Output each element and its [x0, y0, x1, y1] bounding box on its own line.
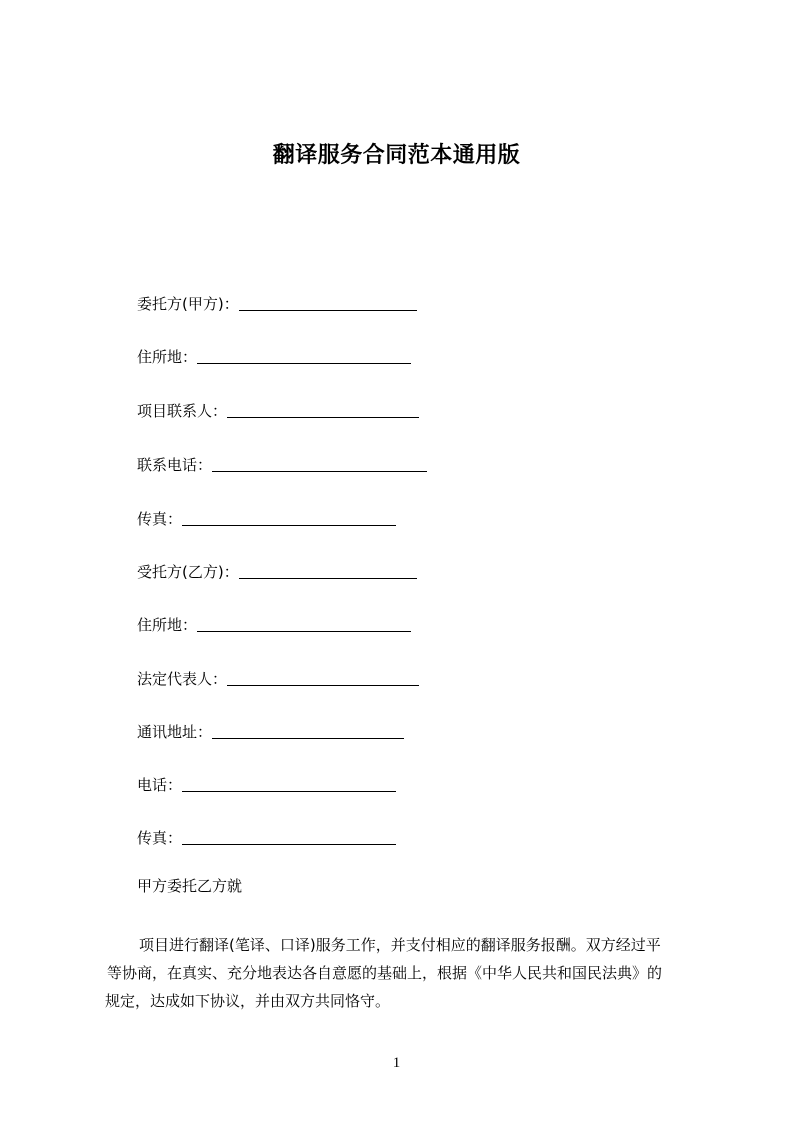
- party-b-address-field: [137, 611, 411, 635]
- party-b-fax-field: [137, 824, 396, 848]
- party-b-phone-field: [137, 771, 396, 795]
- party-b-field: [137, 558, 417, 582]
- mailing-address-blank[interactable]: [212, 723, 404, 739]
- party-a-address-blank[interactable]: [197, 348, 411, 364]
- contact-phone-blank[interactable]: [212, 456, 427, 472]
- party-a-fax-blank[interactable]: [182, 510, 396, 526]
- party-a-address-field: [137, 343, 411, 367]
- party-a-fax-label: 传真：: [137, 510, 183, 528]
- legal-rep-label: 法定代表人：: [137, 670, 228, 688]
- party-b-phone-blank[interactable]: [182, 776, 396, 792]
- party-a-fax-field: [137, 505, 396, 529]
- mailing-address-field: [137, 718, 404, 742]
- document-title: 翻译服务合同范本通用版: [272, 143, 521, 168]
- paragraph-line: 规定，达成如下协议，并由双方共同恪守。: [105, 992, 391, 1010]
- party-b-phone-label: 电话：: [137, 776, 183, 794]
- project-contact-field: [137, 397, 419, 421]
- party-a-field: [137, 290, 417, 314]
- party-b-blank[interactable]: [239, 563, 417, 579]
- party-b-label: 受托方(乙方)：: [137, 563, 239, 581]
- party-b-address-label: 住所地：: [137, 616, 198, 634]
- intro-text: 甲方委托乙方就: [137, 877, 243, 895]
- party-b-fax-blank[interactable]: [182, 829, 396, 845]
- page-number: 1: [392, 1055, 401, 1071]
- contact-phone-label: 联系电话：: [137, 456, 213, 474]
- legal-rep-blank[interactable]: [227, 670, 419, 686]
- party-a-address-label: 住所地：: [137, 348, 198, 366]
- party-a-blank[interactable]: [239, 295, 417, 311]
- body-paragraph: [105, 931, 700, 1015]
- project-contact-label: 项目联系人：: [137, 402, 228, 420]
- paragraph-line: 项目进行翻译(笔译、口译)服务工作，并支付相应的翻译服务报酬。双方经过平: [139, 936, 661, 954]
- contact-phone-field: [137, 451, 427, 475]
- project-contact-blank[interactable]: [227, 402, 419, 418]
- mailing-address-label: 通讯地址：: [137, 723, 213, 741]
- legal-rep-field: [137, 665, 419, 689]
- party-a-label: 委托方(甲方)：: [137, 295, 239, 313]
- party-b-fax-label: 传真：: [137, 829, 183, 847]
- party-b-address-blank[interactable]: [197, 616, 411, 632]
- paragraph-line: 等协商，在真实、充分地表达各自意愿的基础上，根据《中华人民共和国民法典》的: [107, 964, 663, 982]
